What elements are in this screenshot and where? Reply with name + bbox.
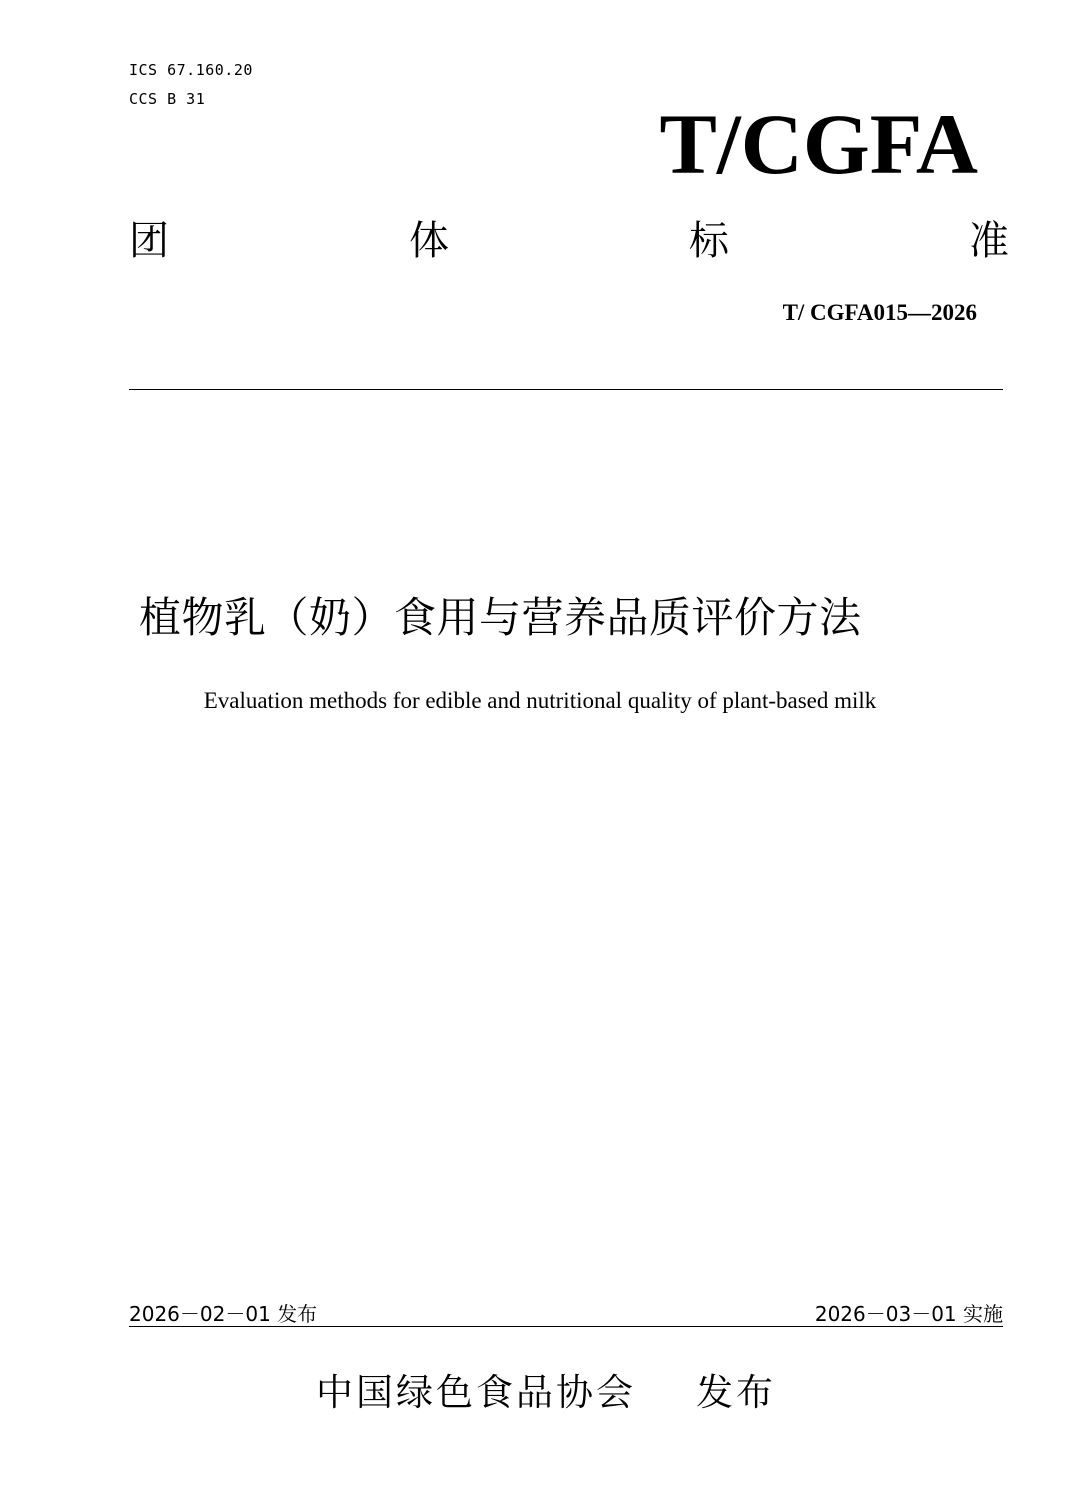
standard-number: T/ CGFA015—2026 — [782, 300, 977, 325]
effective-date: 2026－03－01 实施 — [814, 1302, 1003, 1326]
standard-type-char: 标 — [689, 218, 729, 264]
document-title-english: Evaluation methods for edible and nutritional quality of plant-based milk — [203, 688, 877, 713]
publisher-action: 发布 — [696, 1371, 776, 1414]
standard-type-char: 体 — [409, 218, 449, 264]
ccs-code: CCS B 31 — [129, 90, 206, 108]
ics-code: ICS 67.160.20 — [129, 61, 253, 79]
bottom-divider — [129, 1326, 1003, 1327]
top-divider — [129, 389, 1003, 390]
standard-brand-logo: T/CGFA — [659, 96, 978, 192]
standard-type-char: 团 — [129, 218, 169, 264]
publisher-line — [316, 1368, 776, 1418]
document-title-chinese: 植物乳（奶）食用与营养品质评价方法 — [139, 593, 862, 642]
standard-type-char: 准 — [969, 218, 1009, 264]
issue-date: 2026－02－01 发布 — [129, 1302, 318, 1326]
publisher-organization: 中国绿色食品协会 — [316, 1371, 636, 1414]
standard-type-heading — [129, 216, 1009, 266]
